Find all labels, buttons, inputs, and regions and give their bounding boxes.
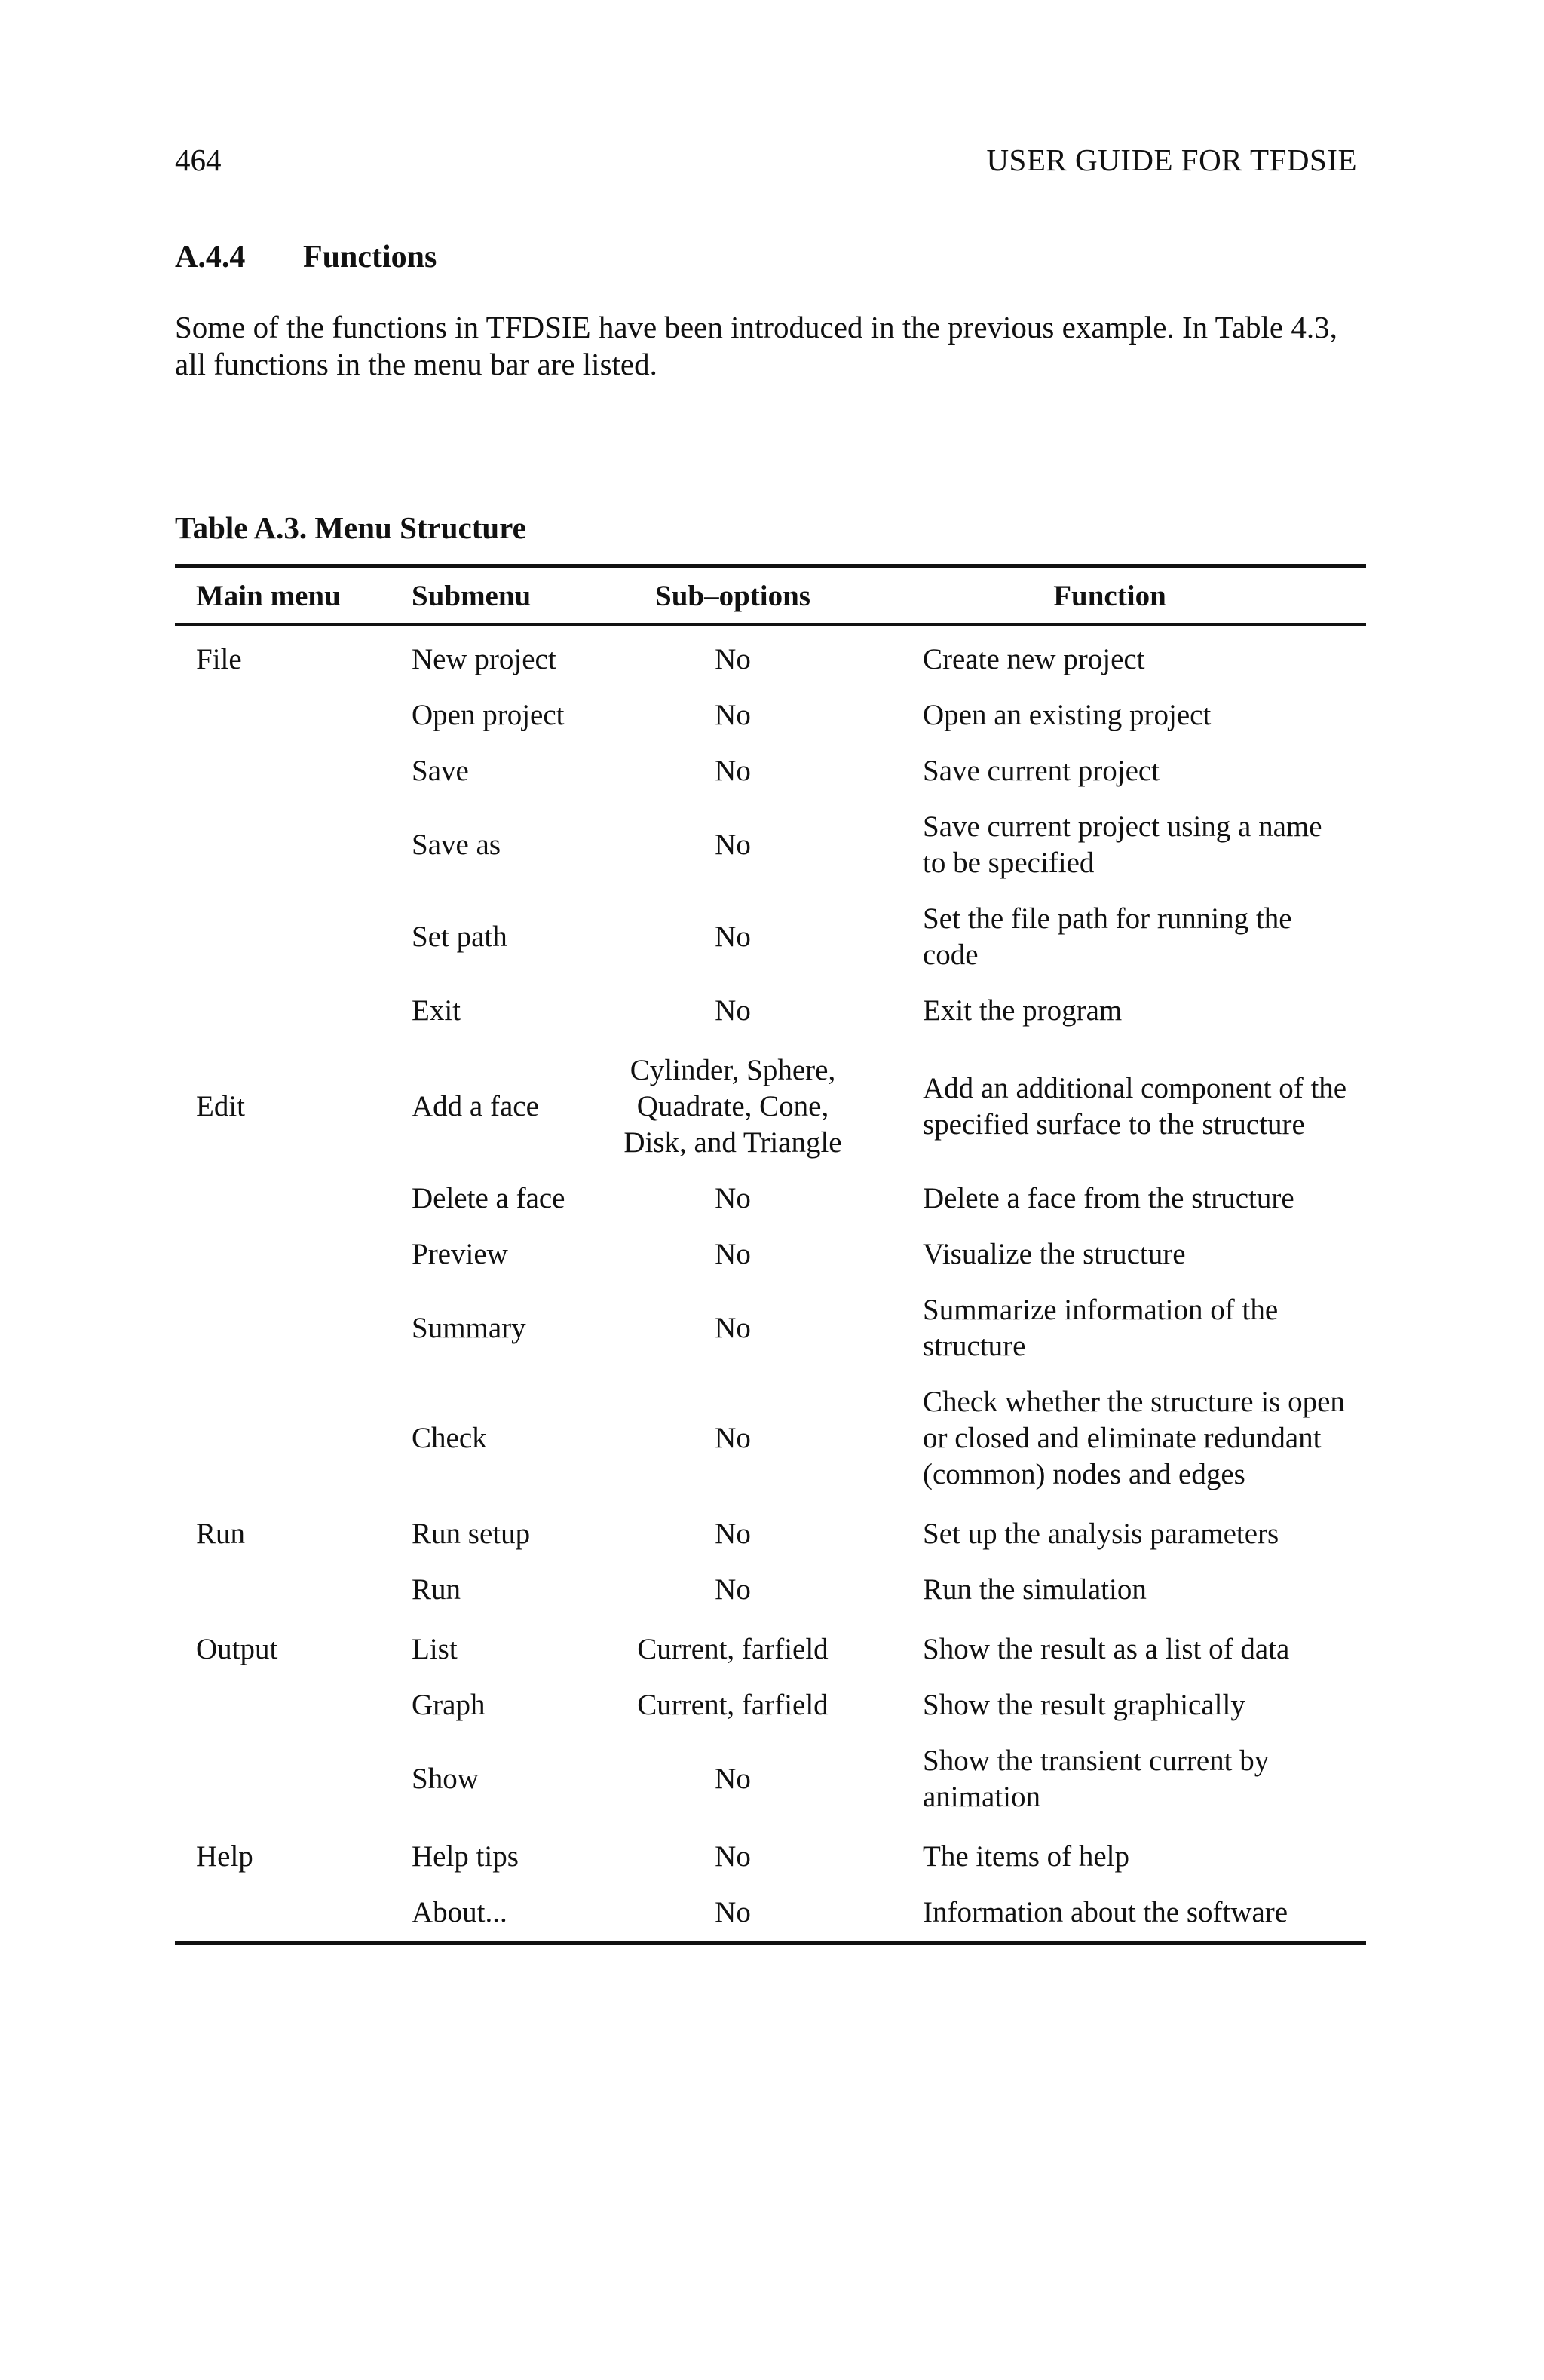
cell-main-menu: [175, 1733, 371, 1825]
cell-sub-options: No: [715, 1312, 751, 1344]
cell-function: Show the result as a list of data: [923, 1633, 1290, 1665]
cell-sub-options: No: [715, 755, 751, 787]
table-row: [175, 1885, 1366, 1944]
table-row: [175, 1171, 1366, 1227]
cell-function: Visualize the structure: [923, 1238, 1186, 1270]
intro-text: Some of the functions in TFDSIE have been introduced in the previous example. In Table 4.3, all functions in the menu bar are listed.: [175, 310, 1337, 381]
cell-sub-options: No: [715, 1573, 751, 1606]
cell-sub-options: No: [715, 920, 751, 953]
cell-function: Set the file path for running the code: [923, 902, 1292, 971]
cell-main-menu: [175, 1374, 371, 1502]
cell-main-menu: [175, 743, 371, 799]
table-row: [175, 625, 1366, 688]
cell-main-menu: Help: [196, 1840, 253, 1873]
cell-function: Exit the program: [923, 994, 1123, 1027]
cell-submenu: Help tips: [412, 1840, 519, 1873]
table-row: [175, 1562, 1366, 1618]
cell-submenu: Add a face: [412, 1090, 539, 1123]
cell-main-menu: Run: [196, 1518, 246, 1550]
cell-function: Delete a face from the structure: [923, 1182, 1294, 1215]
table-row: [175, 799, 1366, 891]
table-body: [175, 625, 1366, 1944]
cell-function: Check whether the structure is open or closed and eliminate redundant (common) nodes and edges: [923, 1386, 1345, 1490]
cell-function: Show the transient current by animation: [923, 1744, 1270, 1813]
cell-function: Run the simulation: [923, 1573, 1147, 1606]
header-main-menu: Main menu: [175, 566, 371, 626]
cell-main-menu: File: [196, 643, 242, 675]
cell-submenu: Exit: [412, 994, 461, 1027]
header-function: Function: [853, 566, 1366, 626]
cell-function: Create new project: [923, 643, 1145, 675]
section-title: Functions: [303, 240, 437, 274]
cell-sub-options: No: [715, 643, 751, 675]
menu-structure-table: [175, 564, 1366, 1945]
cell-function: Show the result graphically: [923, 1689, 1245, 1721]
cell-submenu: Run setup: [412, 1518, 531, 1550]
table-row: [175, 891, 1366, 983]
cell-main-menu: [175, 1562, 371, 1618]
running-head: USER GUIDE FOR TFDSIE: [986, 142, 1357, 177]
cell-function: Save current project: [923, 755, 1160, 787]
cell-sub-options: No: [715, 699, 751, 731]
table-header-row: [175, 566, 1366, 626]
table-row: [175, 1039, 1366, 1171]
cell-main-menu: [175, 1171, 371, 1227]
cell-submenu: Check: [412, 1422, 487, 1454]
cell-sub-options: No: [715, 1182, 751, 1215]
page-number: 464: [175, 142, 222, 177]
cell-function: Set up the analysis parameters: [923, 1518, 1279, 1550]
cell-main-menu: [175, 1282, 371, 1374]
section-heading: [175, 238, 437, 276]
cell-function: Summarize information of the structure: [923, 1294, 1279, 1362]
table-row: [175, 1502, 1366, 1562]
cell-main-menu: [175, 688, 371, 743]
cell-main-menu: [175, 1677, 371, 1733]
cell-function: Information about the software: [853, 1885, 1366, 1944]
cell-sub-options: No: [715, 1840, 751, 1873]
cell-submenu: Save as: [412, 829, 501, 861]
header-sub-options: Sub–options: [612, 566, 853, 626]
cell-submenu: Show: [412, 1763, 479, 1795]
cell-main-menu: [175, 1885, 371, 1944]
cell-function: Add an additional component of the specified surface to the structure: [923, 1072, 1347, 1141]
cell-submenu: Delete a face: [412, 1182, 565, 1215]
table-row: [175, 983, 1366, 1039]
header-submenu: Submenu: [371, 566, 612, 626]
cell-sub-options: No: [715, 829, 751, 861]
cell-function: Open an existing project: [923, 699, 1212, 731]
table-row: [175, 1733, 1366, 1825]
cell-submenu: Summary: [412, 1312, 526, 1344]
table-row: [175, 1374, 1366, 1502]
cell-main-menu: Output: [196, 1633, 278, 1665]
cell-submenu: Set path: [412, 920, 507, 953]
cell-submenu: Graph: [412, 1689, 486, 1721]
cell-submenu: New project: [412, 643, 556, 675]
table-row: [175, 1227, 1366, 1282]
cell-main-menu: [175, 983, 371, 1039]
cell-sub-options: No: [715, 1763, 751, 1795]
cell-function: The items of help: [923, 1840, 1130, 1873]
cell-main-menu: [175, 799, 371, 891]
table-row: [175, 1282, 1366, 1374]
cell-sub-options: No: [715, 1518, 751, 1550]
cell-sub-options: Cylinder, Sphere, Quadrate, Cone, Disk, and Triangle: [623, 1054, 842, 1159]
cell-main-menu: [175, 1227, 371, 1282]
cell-submenu: Preview: [412, 1238, 508, 1270]
table-row: [175, 1825, 1366, 1885]
cell-sub-options: No: [715, 994, 751, 1027]
cell-submenu: Save: [412, 755, 469, 787]
cell-function: Save current project using a name to be specified: [923, 810, 1322, 879]
menu-structure-table-wrapper: [175, 564, 1366, 1945]
table-row: [175, 688, 1366, 743]
cell-main-menu: Edit: [196, 1090, 245, 1123]
cell-submenu: About...: [371, 1885, 612, 1944]
cell-sub-options: No: [612, 1885, 853, 1944]
cell-sub-options: No: [715, 1238, 751, 1270]
table-row: [175, 743, 1366, 799]
cell-sub-options: No: [715, 1422, 751, 1454]
table-row: [175, 1618, 1366, 1677]
cell-main-menu: [175, 891, 371, 983]
cell-submenu: List: [412, 1633, 458, 1665]
cell-sub-options: Current, farfield: [637, 1633, 829, 1665]
section-number: A.4.4: [175, 240, 246, 274]
cell-submenu: Open project: [412, 699, 565, 731]
intro-paragraph: [175, 309, 1366, 383]
cell-submenu: Run: [412, 1573, 461, 1606]
table-row: [175, 1677, 1366, 1733]
cell-sub-options: Current, farfield: [637, 1689, 829, 1721]
table-caption: Table A.3. Menu Structure: [175, 510, 526, 545]
